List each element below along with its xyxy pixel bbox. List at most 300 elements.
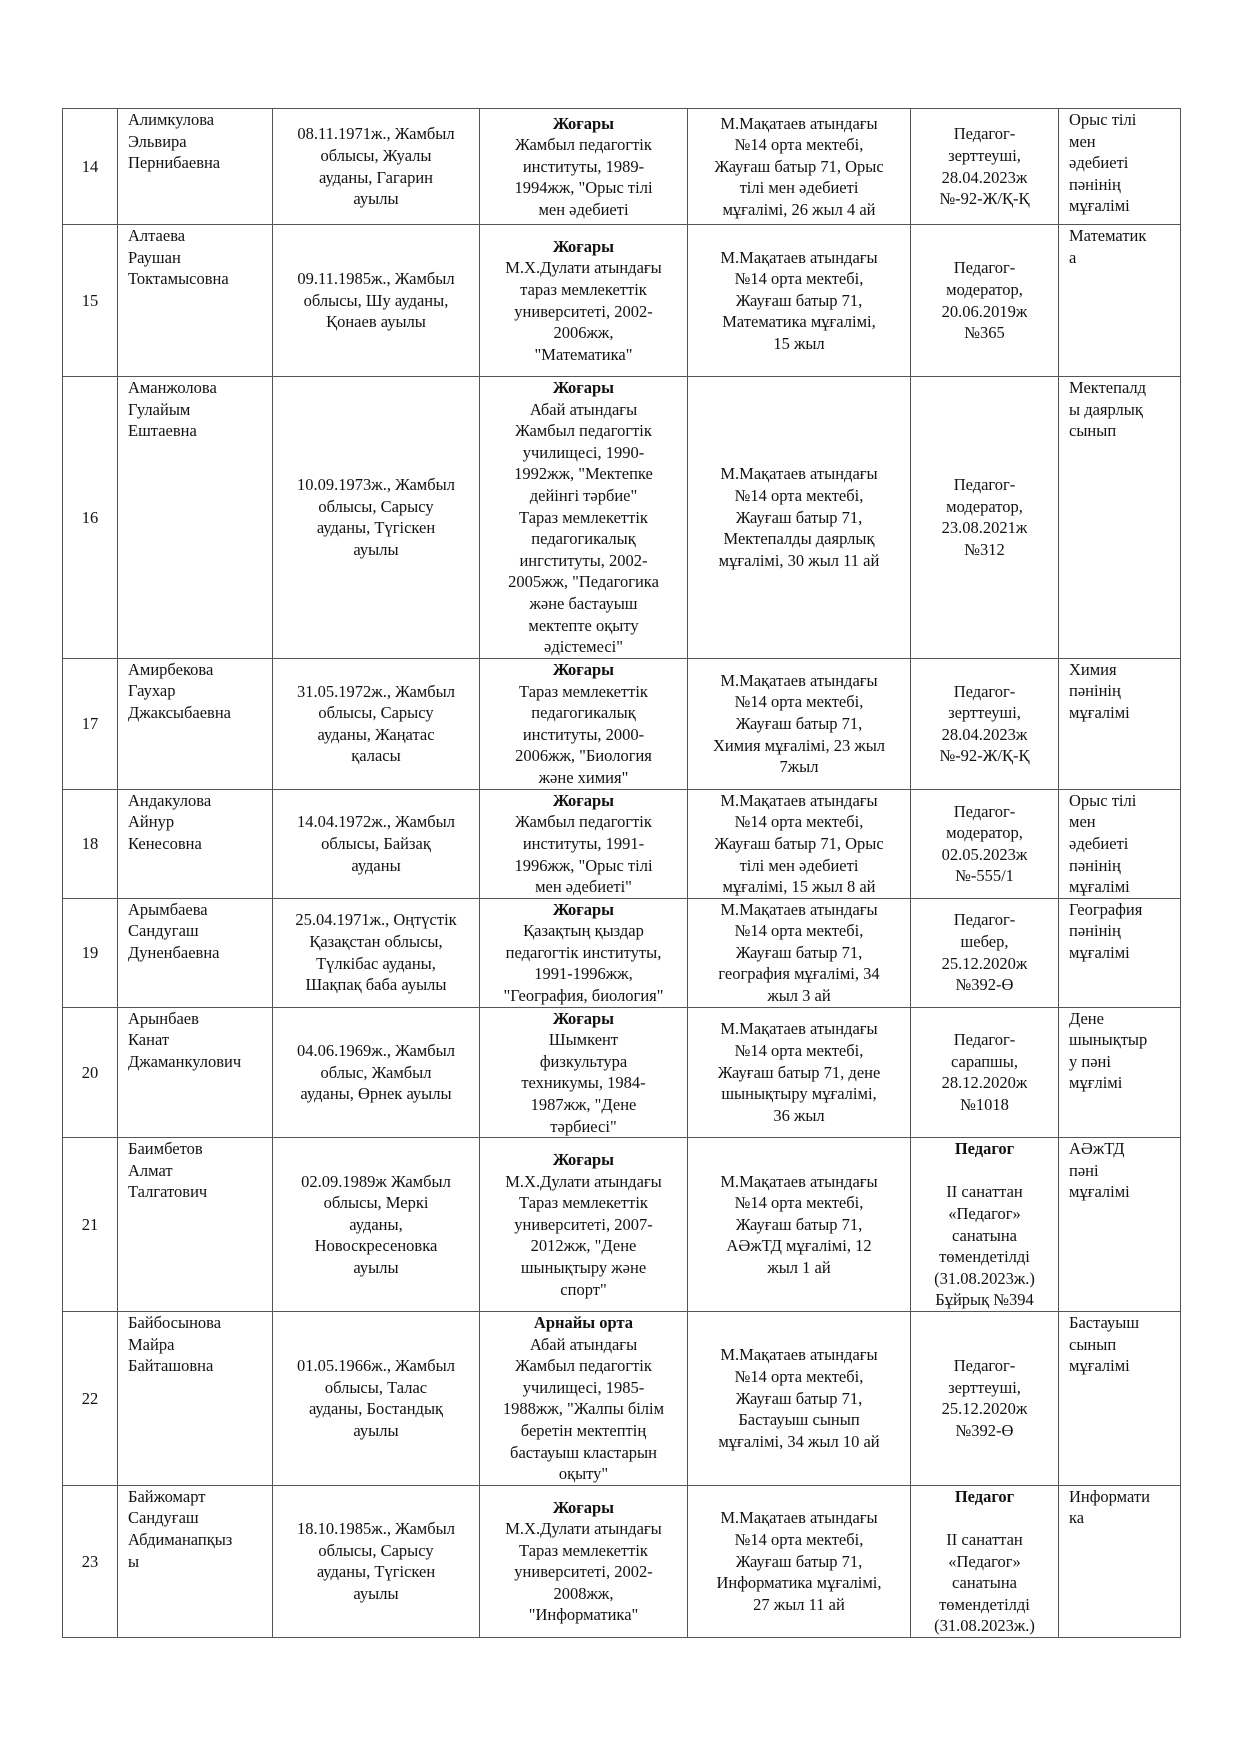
qualification-category [911,789,1059,898]
subject-info [1059,1311,1181,1485]
text-line: және бастауыш [529,593,638,613]
text-line: мұғалімі [1069,877,1130,897]
text-line: Жауғаш батыр 71, Орыс [714,833,884,853]
text-line: Бастауыш сынып [738,1410,860,1430]
text-line: 2005жж, "Педагогика [508,572,659,592]
text-line: Мектепалд [1069,378,1147,397]
text-line: пәнінің [1069,921,1121,941]
text-line: "География, биология" [503,986,664,1006]
text-line: 2006жж, [553,323,614,343]
text-line: педагогикалық [531,529,636,549]
text-line: Тараз мемлекеттік [519,1540,648,1560]
text-line: 1994жж, "Орыс тілі [514,178,653,198]
text-line: Математик [1069,226,1147,245]
text-line: педагогтік институты, [505,942,662,962]
text-line: М.Мақатаев атындағы [720,670,878,690]
text-line: ауданы, Түгіскен [316,518,436,538]
text-line: ы даярлық [1069,399,1143,419]
qualification-category [911,1485,1059,1637]
text-line: Орыс тілі [1069,790,1137,810]
work-info [688,225,911,377]
text-line: М.Х.Дулати атындағы [505,1519,662,1539]
text-line: университеті, 2002- [514,301,653,321]
birth-info [273,225,480,377]
text-line: Қазақстан облысы, [309,932,443,952]
text-line: пәнінің [1069,855,1121,875]
text-line: модератор, [946,496,1023,516]
qualification-category [911,225,1059,377]
text-line: Педагог- [953,475,1016,495]
text-line: Мектепалды даярлық [723,529,875,549]
text-line: Арымбаева [128,899,208,919]
row-number: 17 [63,658,118,789]
text-line: М.Мақатаев атындағы [720,464,878,484]
text-line: Информатика мұғалімі, [716,1573,882,1593]
text-line: Химия [1069,659,1117,679]
text-line: шебер, [960,932,1009,952]
text-line: мектепте оқыту [528,615,639,635]
text-line: Тараз мемлекеттік [519,507,648,527]
text-line: М.Мақатаев атындағы [720,790,878,810]
text-line: Раушан [128,247,181,267]
text-line: Токтамысовна [128,269,229,289]
text-line: мұғалімі [1069,196,1130,216]
text-line: облысы, Сарысу [318,496,434,516]
text-line: М.Мақатаев атындағы [720,1345,878,1365]
text-line: ауылы [353,1583,399,1603]
teacher-name [118,377,273,659]
text-line: шынықтыр [1069,1030,1148,1050]
text-line: Сандугаш [128,921,199,941]
text-line: 02.09.1989ж Жамбыл [301,1171,451,1191]
text-line: шынықтыру мұғалімі, [721,1084,877,1104]
work-info [688,1138,911,1312]
text-line: №14 орта мектебі, [734,1193,864,1213]
text-line: АӘжТД мұғалімі, 12 [726,1236,872,1256]
row-number: 18 [63,789,118,898]
text-line: ауданы [351,855,401,875]
text-line: Байбосынова [128,1312,222,1332]
text-line: Байжомарт [128,1486,206,1506]
text-line: М.Мақатаев атындағы [720,899,878,919]
text-line: «Педагог» [948,1551,1021,1571]
text-line: Кенесовна [128,833,202,853]
table-row [63,377,1181,659]
text-line: Жамбыл педагогтік [515,421,652,441]
text-line: 1991-1996жж, [534,964,633,984]
text-line: сарапшы, [951,1051,1018,1071]
education-level: Жоғары [552,1497,615,1517]
text-line: "Информатика" [528,1605,639,1625]
education-info [480,789,688,898]
subject-info [1059,1007,1181,1138]
text-line: Ештаевна [128,421,197,441]
text-line: Гулайым [128,399,191,419]
table-row [63,1007,1181,1138]
birth-info [273,898,480,1007]
text-line: облысы, Жуалы [320,145,432,165]
work-info [688,789,911,898]
text-line: ауданы, Жаңатас [317,724,435,744]
text-line: бастауыш кластарын [510,1442,657,1462]
text-line: АӘжТД [1069,1139,1125,1159]
text-line: 20.06.2019ж [941,301,1028,321]
text-line: №312 [964,539,1005,559]
education-info [480,109,688,225]
text-line: университеті, 2002- [514,1562,653,1582]
text-line: жыл 1 ай [767,1257,831,1277]
work-info [688,377,911,659]
subject-info [1059,1485,1181,1637]
category-heading: Педагог [954,1486,1015,1506]
text-line: ауылы [353,1257,399,1277]
text-line: №365 [964,323,1005,343]
text-line: пәні [1069,1160,1099,1180]
work-info [688,1485,911,1637]
text-line: №1018 [960,1095,1009,1115]
teacher-name [118,1485,273,1637]
text-line: Тараз мемлекеттік [519,1193,648,1213]
text-line: Бастауыш [1069,1312,1140,1332]
text-line: Жауғаш батыр 71, [735,507,863,527]
text-line: Шымкент [548,1030,619,1050]
text-line: ка [1069,1508,1085,1528]
text-line: зерттеуші, [948,145,1021,165]
text-line: тілі мен әдебиеті [739,178,859,198]
row-number: 20 [63,1007,118,1138]
subject-info [1059,377,1181,659]
text-line: санатына [951,1573,1018,1593]
text-line: Математика мұғалімі, [722,312,876,332]
text-line: Алтаева [128,226,186,245]
qualification-category [911,1138,1059,1312]
text-line: №-92-Ж/Қ-Қ [939,189,1030,209]
text-line: әдебиеті [1069,833,1129,853]
education-info [480,1311,688,1485]
text-line: №14 орта мектебі, [734,692,864,712]
education-level: Жоғары [552,236,615,256]
table-body [63,109,1181,1638]
text-line: 02.05.2023ж [941,844,1028,864]
text-line: облысы, Сарысу [318,1540,434,1560]
text-line: М.Х.Дулати атындағы [505,1171,662,1191]
text-line: ы [128,1551,140,1571]
subject-info [1059,109,1181,225]
row-number: 14 [63,109,118,225]
text-line: мұғалімі [1069,942,1130,962]
teacher-name [118,789,273,898]
text-line: Жауғаш батыр 71, [735,1214,863,1234]
text-line: Новоскресеновка [314,1236,438,1256]
text-line: 31.05.1972ж., Жамбыл [297,681,455,701]
work-info [688,898,911,1007]
text-line: Шақпақ баба ауылы [305,975,447,995]
text-line: 2012жж, "Дене [530,1236,637,1256]
birth-info [273,109,480,225]
text-line: Жауғаш батыр 71, [735,713,863,733]
text-line: 09.11.1985ж., Жамбыл [297,269,455,289]
text-line: әдебиеті [1069,153,1129,173]
row-number: 21 [63,1138,118,1312]
text-line: облыс, Жамбыл [320,1062,432,1082]
text-line: Жамбыл педагогтік [515,1356,652,1376]
qualification-category [911,1311,1059,1485]
text-line: мен [1069,812,1096,832]
birth-info [273,789,480,898]
text-line: қаласы [351,746,401,766]
text-line: 08.11.1971ж., Жамбыл [297,124,455,144]
text-line: (31.08.2023ж.) [934,1268,1035,1288]
text-line: Джаксыбаевна [128,702,231,722]
text-line: 15 жыл [773,333,825,353]
text-line: II санаттан [946,1182,1023,1202]
text-line: санатына [951,1225,1018,1245]
text-line: сынып [1069,421,1117,441]
text-line: 1988жж, "Жалпы білім [502,1399,665,1419]
text-line: университеті, 2007- [514,1214,653,1234]
text-line: ауылы [353,189,399,209]
text-line: Майра [128,1334,175,1354]
text-line: Жауғаш батыр 71, дене [717,1062,881,1082]
text-line: училищесі, 1985- [522,1377,645,1397]
text-line: ауданы, Бостандық [308,1399,444,1419]
text-line: сынып [1069,1334,1117,1354]
spacer [916,1160,1053,1182]
text-line: мұғалімі, 15 жыл 8 ай [722,877,876,897]
text-line: Жауғаш батыр 71, Орыс [714,156,884,176]
text-line: шынықтыру және [520,1257,647,1277]
text-line: ауылы [353,539,399,559]
subject-info [1059,658,1181,789]
text-line: Педагог- [953,801,1016,821]
text-line: облысы, Сарысу [318,703,434,723]
table-row [63,1311,1181,1485]
row-number: 15 [63,225,118,377]
text-line: №14 орта мектебі, [734,1529,864,1549]
text-line: Педагог- [953,681,1016,701]
text-line: Жауғаш батыр 71, [735,290,863,310]
text-line: М.Мақатаев атындағы [720,247,878,267]
spacer [916,1507,1053,1529]
text-line: Дене [1069,1008,1104,1028]
text-line: география мұғалімі, 34 [718,964,880,984]
birth-info [273,1311,480,1485]
table-row [63,225,1181,377]
qualification-category [911,377,1059,659]
text-line: 1992жж, "Мектепке [514,464,653,484]
text-line: мұғалімі, 34 жыл 10 ай [718,1431,880,1451]
text-line: Эльвира [128,131,187,151]
text-line: Педагог- [953,124,1016,144]
text-line: №14 орта мектебі, [734,485,864,505]
text-line: мен әдебиеті [538,199,629,219]
text-line: М.Х.Дулати атындағы [505,258,662,278]
text-line: Джаманкулович [128,1051,242,1071]
table-row [63,1138,1181,1312]
text-line: Дуненбаевна [128,942,220,962]
text-line: 2006жж, "Биология [515,746,652,766]
text-line: тәрбиесі" [550,1116,617,1136]
text-line: 2008жж, [553,1583,614,1603]
subject-info [1059,1138,1181,1312]
birth-info [273,1485,480,1637]
text-line: беретін мектептің [520,1420,647,1440]
row-number: 23 [63,1485,118,1637]
text-line: №-92-Ж/Қ-Қ [939,746,1030,766]
text-line: Абай атындағы [529,1334,638,1354]
text-line: М.Мақатаев атындағы [720,1019,878,1039]
subject-info [1059,225,1181,377]
text-line: Орыс тілі [1069,110,1137,129]
text-line: модератор, [946,823,1023,843]
text-line: және химия" [538,767,629,787]
education-info [480,898,688,1007]
text-line: ингституты, 2002- [519,550,648,570]
text-line: №14 орта мектебі, [734,1366,864,1386]
text-line: №14 орта мектебі, [734,269,864,289]
birth-info [273,1138,480,1312]
text-line: Талгатович [128,1182,208,1202]
text-line: облысы, Шу ауданы, [303,290,449,310]
text-line: ауданы, [349,1214,403,1234]
text-line: Түлкібас ауданы, [316,953,436,973]
text-line: II санаттан [946,1529,1023,1549]
text-line: мұғлімі [1069,1073,1123,1093]
text-line: Арынбаев [128,1008,199,1028]
text-line: мен [1069,131,1096,151]
teacher-name [118,109,273,225]
education-info [480,225,688,377]
text-line: №14 орта мектебі, [734,135,864,155]
text-line: Қазақтың қыздар [523,921,644,941]
text-line: География [1069,899,1143,919]
subject-info [1059,898,1181,1007]
text-line: ауданы, Гагарин [318,167,434,187]
text-line: пәнінің [1069,174,1121,194]
text-line: Гаухар [128,681,176,701]
text-line: тілі мен әдебиеті [739,855,859,875]
text-line: Тараз мемлекеттік [519,681,648,701]
text-line: М.Мақатаев атындағы [720,1171,878,1191]
staff-table [62,108,1181,1638]
qualification-category [911,109,1059,225]
text-line: Қонаев ауылы [326,312,426,332]
text-line: пәнінің [1069,681,1121,701]
text-line: 36 жыл [773,1105,825,1125]
text-line: институты, 1989- [522,156,645,176]
text-line: жыл 3 ай [767,986,831,1006]
text-line: №392-Ө [955,1420,1014,1440]
text-line: 18.10.1985ж., Жамбыл [297,1519,455,1539]
text-line: техникумы, 1984- [521,1073,646,1093]
text-line: ауылы [353,1420,399,1440]
text-line: 25.12.2020ж [941,953,1028,973]
text-line: Айнур [128,812,175,832]
row-number: 19 [63,898,118,1007]
text-line: ауданы, Өрнек ауылы [300,1084,452,1104]
text-line: 25.04.1971ж., Оңтүстік [295,910,457,930]
text-line: мұғалімі [1069,702,1130,722]
education-level: Жоғары [552,1150,615,1170]
teacher-name [118,225,273,377]
text-line: Жауғаш батыр 71, [735,1551,863,1571]
teacher-name [118,898,273,1007]
text-line: физкультура [539,1051,628,1071]
text-line: Алмат [128,1160,173,1180]
text-line: педагогикалық [531,703,636,723]
text-line: Байташовна [128,1356,214,1376]
education-level: Жоғары [552,899,615,919]
text-line: 25.12.2020ж [941,1399,1028,1419]
text-line: облысы, Талас [324,1377,428,1397]
education-info [480,377,688,659]
text-line: №14 орта мектебі, [734,1041,864,1061]
text-line: оқыту" [558,1464,609,1484]
text-line: институты, 1991- [522,833,645,853]
text-line: мұғалімі, 30 жыл 11 ай [718,550,880,570]
text-line: 01.05.1966ж., Жамбыл [297,1356,455,1376]
text-line: зерттеуші, [948,1377,1021,1397]
text-line: М.Мақатаев атындағы [720,113,878,133]
text-line: 1987жж, "Дене [530,1095,637,1115]
birth-info [273,377,480,659]
text-line: у пәні [1069,1051,1111,1071]
text-line: Педагог- [953,1356,1016,1376]
text-line: Баимбетов [128,1139,203,1159]
text-line: 14.04.1972ж., Жамбыл [297,812,455,832]
table-row [63,789,1181,898]
text-line: 28.12.2020ж [941,1073,1028,1093]
text-line: училищесі, 1990- [522,442,645,462]
education-level: Жоғары [552,378,615,397]
qualification-category [911,1007,1059,1138]
text-line: 28.04.2023ж [941,724,1028,744]
text-line: 27 жыл 11 ай [753,1594,845,1614]
text-line: төмендетілді [939,1594,1030,1614]
text-line: Канат [128,1030,170,1050]
text-line: дейінгі тәрбие" [529,485,638,505]
work-info [688,1311,911,1485]
text-line: №14 орта мектебі, [734,812,864,832]
text-line: Жамбыл педагогтік [515,812,652,832]
text-line: облысы, Байзақ [321,833,431,853]
text-line: мұғалімі [1069,1182,1130,1202]
teacher-name [118,1007,273,1138]
text-line: (31.08.2023ж.) [934,1616,1035,1636]
text-line: тараз мемлекеттік [520,279,647,299]
qualification-category [911,898,1059,1007]
text-line: Андакулова [128,790,212,810]
text-line: зерттеуші, [948,703,1021,723]
text-line: 1996жж, "Орыс тілі [514,855,653,875]
category-heading: Педагог [954,1139,1015,1159]
education-level: Жоғары [552,659,615,679]
text-line: Жауғаш батыр 71, [735,942,863,962]
text-line: әдістемесі" [544,637,623,657]
teacher-name [118,1311,273,1485]
education-info [480,1138,688,1312]
text-line: Алимкулова [128,110,215,129]
text-line: "Математика" [534,344,633,364]
text-line: мен әдебиеті" [535,877,632,897]
text-line: Бұйрық №394 [935,1290,1034,1310]
text-line: модератор, [946,279,1023,299]
text-line: Педагог- [953,258,1016,278]
text-line: 23.08.2021ж [941,518,1028,538]
subject-info [1059,789,1181,898]
text-line: облысы, Меркі [323,1193,429,1213]
text-line: спорт" [560,1279,607,1299]
